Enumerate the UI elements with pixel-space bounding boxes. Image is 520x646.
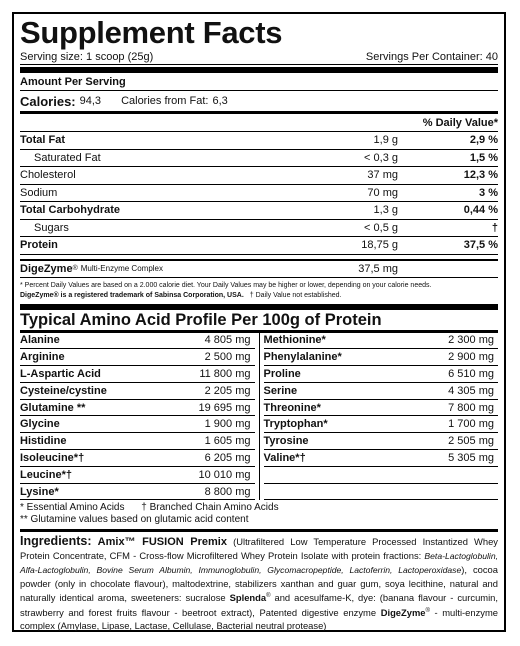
ingredients-splenda-reg: ® bbox=[266, 593, 271, 600]
amino-row bbox=[20, 416, 255, 433]
amino-name: Valine*† bbox=[263, 451, 306, 464]
amino-value: 1 700 mg bbox=[448, 418, 494, 431]
nutrient-row bbox=[20, 167, 498, 185]
digezyme-reg: ® bbox=[72, 265, 78, 272]
nutrient-name: Cholesterol bbox=[20, 169, 76, 182]
note-essential: * Essential Amino Acids bbox=[20, 502, 125, 514]
amino-row bbox=[264, 383, 499, 400]
amino-row bbox=[20, 349, 255, 366]
amino-name: Cysteine/cystine bbox=[20, 384, 107, 397]
nutrient-row bbox=[20, 202, 498, 220]
amino-name: Histidine bbox=[20, 435, 67, 448]
ingredients-label: Ingredients: bbox=[20, 534, 92, 549]
amino-name: Alanine bbox=[20, 334, 60, 347]
amino-row bbox=[264, 433, 499, 450]
amino-value: 4 805 mg bbox=[204, 334, 251, 347]
amino-row bbox=[264, 400, 499, 417]
nutrient-name: Saturated Fat bbox=[34, 151, 101, 164]
serving-row bbox=[20, 50, 498, 65]
nutrient-name: Protein bbox=[20, 239, 58, 252]
digezyme-desc: Multi-Enzyme Complex bbox=[80, 264, 163, 273]
amino-title: Typical Amino Acid Profile Per 100g of Protein bbox=[20, 310, 498, 333]
amino-value: 2 505 mg bbox=[448, 435, 494, 448]
nutrient-daily-value: 1,5 % bbox=[469, 151, 498, 164]
nutrient-daily-value: 3 % bbox=[479, 186, 498, 199]
ingredients-text bbox=[20, 535, 498, 631]
nutrient-name: Total Carbohydrate bbox=[20, 204, 121, 217]
amino-row bbox=[20, 484, 255, 501]
amino-row bbox=[20, 450, 255, 467]
amino-name: Proline bbox=[263, 367, 301, 380]
amino-value: 6 205 mg bbox=[204, 451, 251, 464]
amino-name: Glutamine ** bbox=[20, 401, 86, 414]
calories-from-fat-label: Calories from Fat: bbox=[121, 95, 209, 107]
amino-name: Methionine* bbox=[263, 334, 326, 347]
ingredients-splenda: Splenda bbox=[229, 592, 267, 604]
amino-name: Leucine*† bbox=[20, 468, 72, 481]
nutrient-daily-value: 12,3 % bbox=[463, 169, 498, 182]
amino-name: Lysine* bbox=[20, 485, 59, 498]
calories-from-fat-value: 6,3 bbox=[212, 95, 228, 107]
amino-value: 6 510 mg bbox=[448, 367, 494, 380]
nutrient-daily-value: 0,44 % bbox=[463, 204, 498, 217]
amino-name: Isoleucine*† bbox=[20, 451, 85, 464]
amino-value: 2 900 mg bbox=[448, 351, 494, 364]
amino-value: 7 800 mg bbox=[448, 401, 494, 414]
ingredients-part2: ), cocoa powder (only in chocolate flavour), maltodextrine, stabilizers xanthan and guar gum, soya lecithine, natural and naturally identical aroma, sweeteners: sucralose bbox=[20, 564, 498, 604]
nutrient-daily-value: 2,9 % bbox=[469, 134, 498, 147]
amino-name: L-Aspartic Acid bbox=[20, 367, 101, 380]
nutrient-daily-value: † bbox=[491, 221, 498, 234]
amino-row bbox=[264, 450, 499, 467]
nutrient-row bbox=[20, 132, 498, 150]
amino-row bbox=[20, 366, 255, 383]
daily-value-header: % Daily Value* bbox=[20, 114, 498, 132]
amino-value: 2 205 mg bbox=[204, 384, 251, 397]
amino-name: Serine bbox=[263, 384, 298, 397]
ingredients-part4: - multi-enzyme complex (Amylase, Lipase, Lactase, Cellulase, Bacterial neutral protease) bbox=[20, 606, 498, 631]
amino-name: Phenylalanine* bbox=[263, 351, 342, 364]
divider-medium-2 bbox=[20, 529, 498, 532]
nutrient-amount: 37 mg bbox=[367, 169, 398, 182]
footnote-trademark: DigeZyme® is a registered trademark of Sabinsa Corporation, USA. bbox=[20, 291, 244, 299]
amino-row bbox=[20, 467, 255, 484]
nutrient-amount: 1,9 g bbox=[373, 134, 398, 147]
ingredients-digezyme: DigeZyme bbox=[380, 606, 426, 618]
amino-name: Arginine bbox=[20, 351, 65, 364]
nutrient-amount: 70 mg bbox=[367, 186, 398, 199]
calories-label: Calories: bbox=[20, 93, 76, 109]
amino-name: Glycine bbox=[20, 418, 60, 431]
amino-row bbox=[20, 383, 255, 400]
divider-thin bbox=[20, 277, 498, 278]
nutrient-list bbox=[20, 132, 498, 255]
nutrient-name: Sugars bbox=[34, 221, 69, 234]
amino-row bbox=[264, 416, 499, 433]
amino-row bbox=[264, 349, 499, 366]
nutrient-row bbox=[20, 237, 498, 255]
ingredients-product: Amix™ FUSION Premix bbox=[97, 536, 227, 549]
serving-size: Serving size: 1 scoop (25g) bbox=[20, 51, 154, 63]
amino-name: Tryptophan* bbox=[263, 418, 328, 431]
servings-per-container: Servings Per Container: 40 bbox=[365, 51, 498, 63]
ingredients-fractions: Beta-Lactoglobulin, Alfa-Lactoglobulin, Bovine Serum Albumin, Immunoglobulin, Glycomacropeptide, Lactoferrin, Lactoperoxidase bbox=[20, 551, 498, 576]
ingredients-digezyme-reg: ® bbox=[425, 607, 430, 614]
amino-col-right bbox=[260, 333, 499, 501]
amino-row bbox=[20, 433, 255, 450]
amino-value: 11 800 mg bbox=[199, 367, 251, 380]
amount-per-serving: Amount Per Serving bbox=[20, 73, 498, 91]
amino-row bbox=[264, 484, 499, 501]
nutrient-daily-value: 37,5 % bbox=[463, 239, 498, 252]
nutrient-amount: 18,75 g bbox=[361, 239, 398, 252]
amino-value: 2 500 mg bbox=[204, 351, 251, 364]
amino-value: 2 300 mg bbox=[448, 334, 494, 347]
nutrient-name: Total Fat bbox=[20, 134, 66, 147]
note-bcaa: † Branched Chain Amino Acids bbox=[141, 502, 279, 514]
nutrient-row bbox=[20, 185, 498, 203]
amino-value: 10 010 mg bbox=[198, 468, 251, 481]
digezyme-amount: 37,5 mg bbox=[358, 262, 398, 275]
amino-row bbox=[264, 467, 499, 484]
amino-row bbox=[20, 400, 255, 417]
panel-title: Supplement Facts bbox=[20, 15, 283, 50]
amino-value: 1 900 mg bbox=[204, 418, 251, 431]
note-glutamine: ** Glutamine values based on glutamic acid content bbox=[20, 514, 249, 526]
ingredients-part3: and acesulfame-K, dye: (banana flavour - curcumin, strawberry and forest fruits flavour - beetroot extract), Patented digestive enzyme bbox=[20, 592, 499, 618]
ingredients-part1: (Ultrafiltered Low Temperature Processed Instantized Whey Protein Concentrate, CFM - Cross-flow Microfiltered Whey Protein Isolate with protein fractions: bbox=[20, 536, 498, 562]
footnote-not-established: † Daily Value not established. bbox=[249, 291, 342, 299]
supplement-facts-panel bbox=[12, 12, 506, 632]
amino-value: 8 800 mg bbox=[204, 485, 251, 498]
digezyme-brand: DigeZyme bbox=[20, 262, 73, 275]
amino-value: 19 695 mg bbox=[198, 401, 251, 414]
nutrient-name: Sodium bbox=[20, 186, 58, 199]
calories-row bbox=[20, 91, 498, 111]
footnote-trademark-row bbox=[20, 291, 498, 301]
amino-notes bbox=[20, 502, 498, 526]
amino-name: Threonine* bbox=[263, 401, 321, 414]
nutrient-row bbox=[20, 150, 498, 168]
nutrient-amount: < 0,5 g bbox=[364, 221, 398, 234]
amino-table bbox=[20, 333, 498, 501]
amino-name: Tyrosine bbox=[263, 435, 309, 448]
nutrient-amount: < 0,3 g bbox=[364, 151, 398, 164]
nutrient-row bbox=[20, 220, 498, 238]
amino-value: 4 305 mg bbox=[448, 384, 494, 397]
calories-value: 94,3 bbox=[79, 95, 102, 107]
amino-col-left bbox=[20, 333, 260, 501]
amino-value: 1 605 mg bbox=[204, 435, 251, 448]
amino-row bbox=[20, 333, 255, 350]
nutrient-amount: 1,3 g bbox=[373, 204, 398, 217]
digezyme-row bbox=[20, 259, 498, 277]
amino-row bbox=[264, 333, 499, 350]
amino-value: 5 305 mg bbox=[448, 451, 494, 464]
footnote-dv: * Percent Daily Values are based on a 2.000 calorie diet. Your Daily Values may be higher or lower, depending on your calorie needs. bbox=[20, 281, 432, 289]
amino-row bbox=[264, 366, 499, 383]
